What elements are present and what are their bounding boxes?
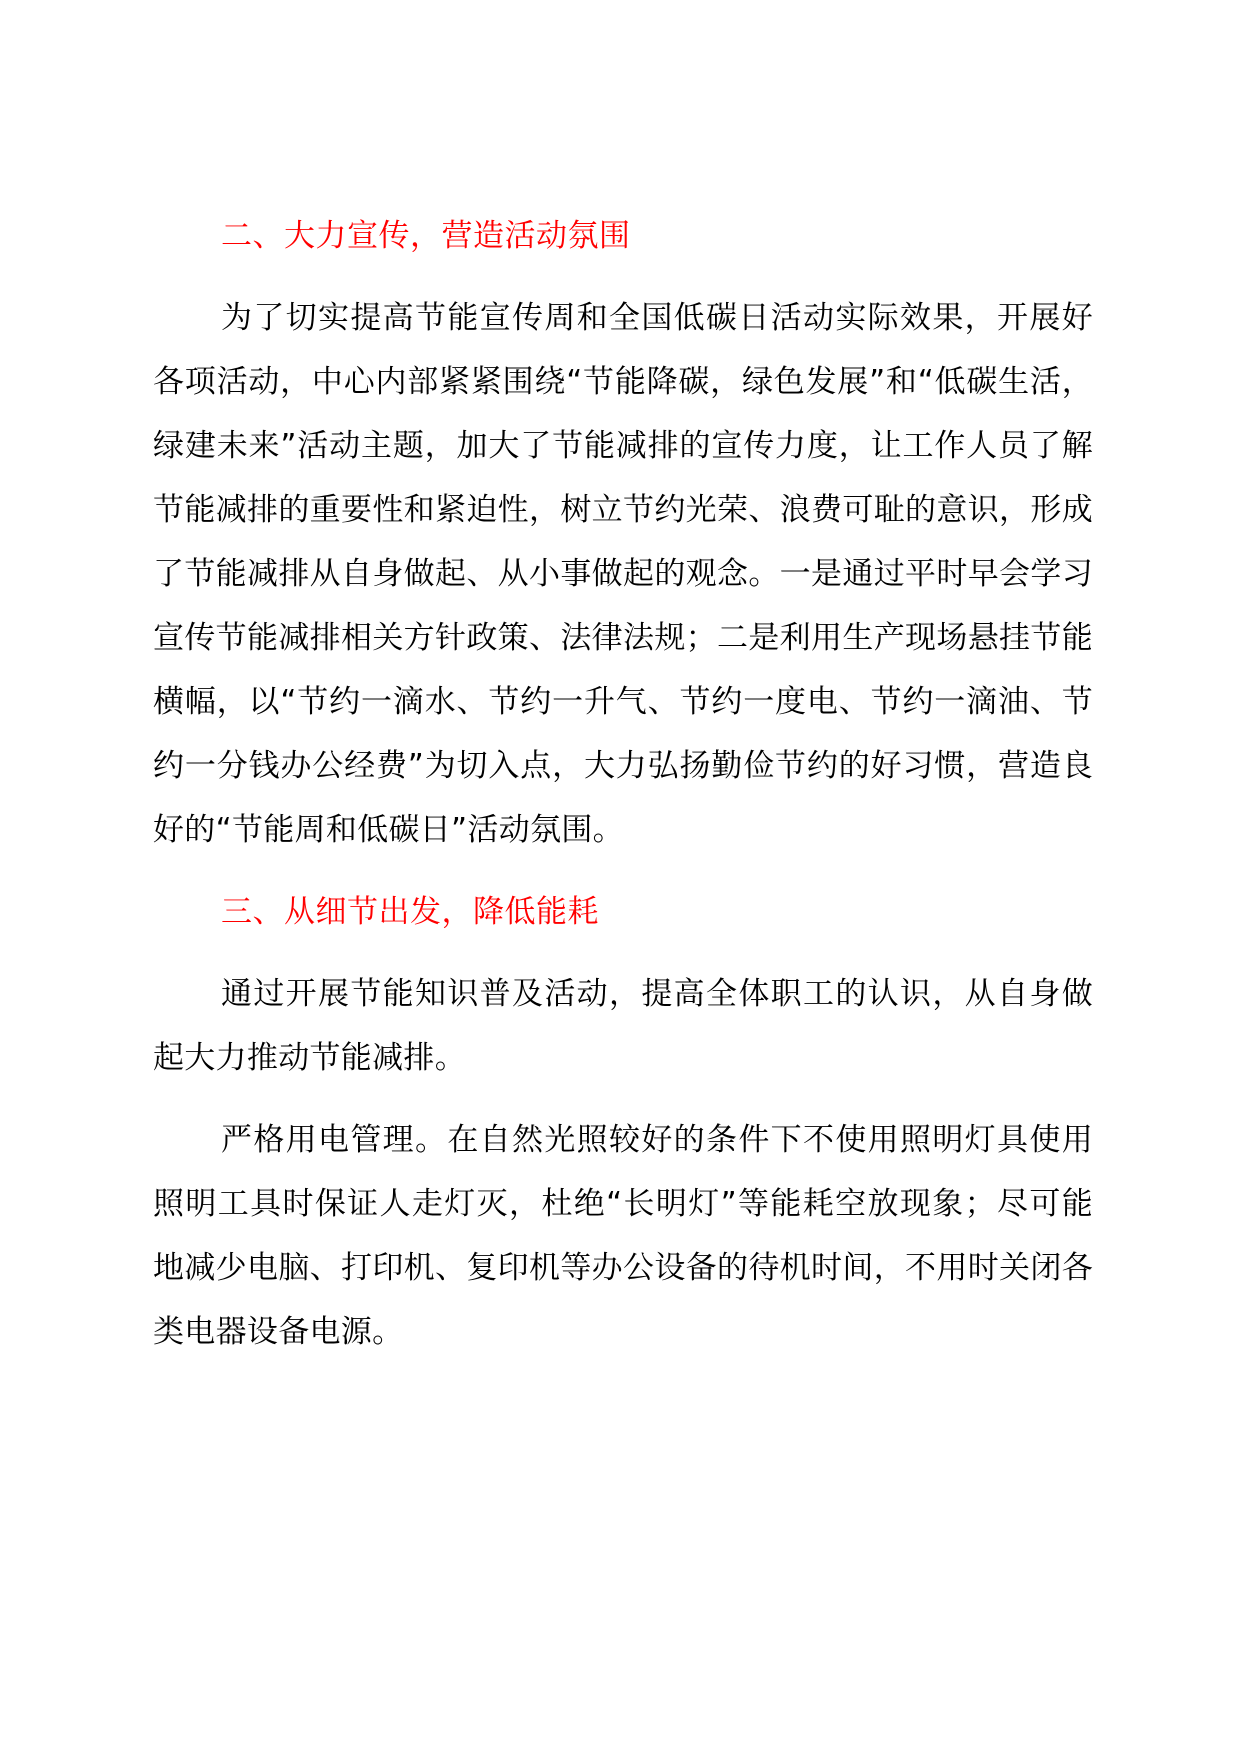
document-body: [153, 204, 1093, 1364]
paragraph-electricity-management: 严格用电管理。在自然光照较好的条件下不使用照明灯具使用照明工具时保证人走灯灭，杜绝“长明灯”等能耗空放现象；尽可能地减少电脑、打印机、复印机等办公设备的待机时间，不用时关闭各类电器设备电源。: [153, 1122, 1093, 1350]
paragraph-knowledge-popularization: 通过开展节能知识普及活动，提高全体职工的认识，从自身做起大力推动节能减排。: [153, 976, 1093, 1076]
section-heading-energy-saving: 三、从细节出发，降低能耗: [221, 894, 599, 930]
paragraph-publicity-activities: 为了切实提高节能宣传周和全国低碳日活动实际效果，开展好各项活动，中心内部紧紧围绕“节能降碳，绿色发展”和“低碳生活，绿建未来”活动主题，加大了节能减排的宣传力度，让工作人员了解节能减排的重要性和紧迫性，树立节约光荣、浪费可耻的意识，形成了节能减排从自身做起、从小事做起的观念。一是通过平时早会学习宣传节能减排相关方针政策、法律法规；二是利用生产现场悬挂节能横幅，以“节约一滴水、节约一升气、节约一度电、节约一滴油、节约一分钱办公经费”为切入点，大力弘扬勤俭节约的好习惯，营造良好的“节能周和低碳日”活动氛围。: [153, 300, 1093, 848]
section-heading-publicity: 二、大力宣传，营造活动氛围: [221, 218, 631, 254]
